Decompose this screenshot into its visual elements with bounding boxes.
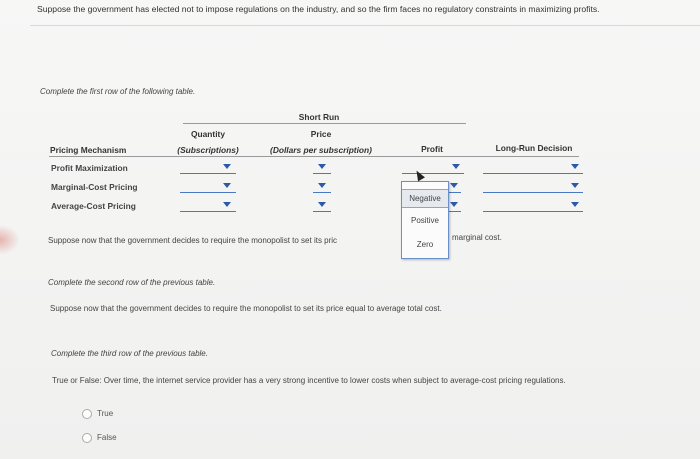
chevron-down-icon xyxy=(571,202,579,207)
header-rule xyxy=(49,156,579,157)
header-short-run: Short Run xyxy=(298,112,340,122)
header-price: Price xyxy=(310,129,332,139)
chevron-down-icon xyxy=(318,202,326,207)
chevron-down-icon xyxy=(450,202,458,207)
chevron-down-icon xyxy=(223,202,231,207)
profit-select-row2[interactable] xyxy=(447,182,461,193)
radio-true[interactable] xyxy=(82,409,92,419)
edge-shadow xyxy=(0,225,20,255)
quantity-select-row2[interactable] xyxy=(180,182,236,193)
header-price-unit: (Dollars per subscription) xyxy=(270,145,372,155)
instruction-first-row: Complete the first row of the following table. xyxy=(40,87,196,96)
marginal-cost-prompt-end: marginal cost. xyxy=(452,233,502,242)
short-run-rule xyxy=(183,123,466,124)
profit-select-row1[interactable] xyxy=(402,163,464,174)
decision-select-row3[interactable] xyxy=(483,201,583,212)
header-long-run-decision: Long-Run Decision xyxy=(495,143,573,153)
divider xyxy=(30,25,700,26)
profit-dropdown-menu[interactable] xyxy=(401,181,449,259)
decision-select-row2[interactable] xyxy=(483,182,583,193)
chevron-down-icon xyxy=(452,164,460,169)
row-marginal-cost-pricing: Marginal-Cost Pricing xyxy=(51,182,138,192)
quantity-select-row3[interactable] xyxy=(180,201,236,212)
chevron-down-icon xyxy=(318,164,326,169)
option-negative[interactable]: Negative xyxy=(402,189,448,208)
true-false-question: True or False: Over time, the internet service provider has a very strong incentive to lower costs when subject to average-cost pricing regulations. xyxy=(52,376,566,385)
radio-true-label[interactable]: True xyxy=(97,409,114,418)
average-cost-prompt: Suppose now that the government decides to require the monopolist to set its price equal to average total cost. xyxy=(50,304,442,313)
instruction-third-row: Complete the third row of the previous table. xyxy=(51,349,208,358)
price-select-row3[interactable] xyxy=(313,201,331,212)
header-quantity-unit: (Subscriptions) xyxy=(177,145,239,155)
chevron-down-icon xyxy=(571,183,579,188)
radio-false-label[interactable]: False xyxy=(97,433,117,442)
decision-select-row1[interactable] xyxy=(483,163,583,174)
marginal-cost-prompt: Suppose now that the government decides to require the monopolist to set its pric xyxy=(48,236,338,245)
chevron-down-icon xyxy=(223,183,231,188)
header-quantity: Quantity xyxy=(191,129,225,139)
chevron-down-icon xyxy=(571,164,579,169)
option-zero[interactable]: Zero xyxy=(416,240,434,249)
header-pricing-mechanism: Pricing Mechanism xyxy=(50,145,127,155)
chevron-down-icon xyxy=(450,183,458,188)
quantity-select-row1[interactable] xyxy=(180,163,236,174)
profit-select-row3[interactable] xyxy=(447,201,461,212)
header-profit: Profit xyxy=(421,144,443,154)
chevron-down-icon xyxy=(318,183,326,188)
price-select-row2[interactable] xyxy=(313,182,331,193)
row-average-cost-pricing: Average-Cost Pricing xyxy=(51,201,136,211)
intro-text: Suppose the government has elected not to impose regulations on the industry, and so the firm faces no regulatory constraints in maximizing profits. xyxy=(37,4,600,14)
row-profit-maximization: Profit Maximization xyxy=(51,163,128,173)
radio-false[interactable] xyxy=(82,433,92,443)
option-positive[interactable]: Positive xyxy=(410,216,439,225)
price-select-row1[interactable] xyxy=(313,163,331,174)
chevron-down-icon xyxy=(223,164,231,169)
instruction-second-row: Complete the second row of the previous table. xyxy=(48,278,216,287)
